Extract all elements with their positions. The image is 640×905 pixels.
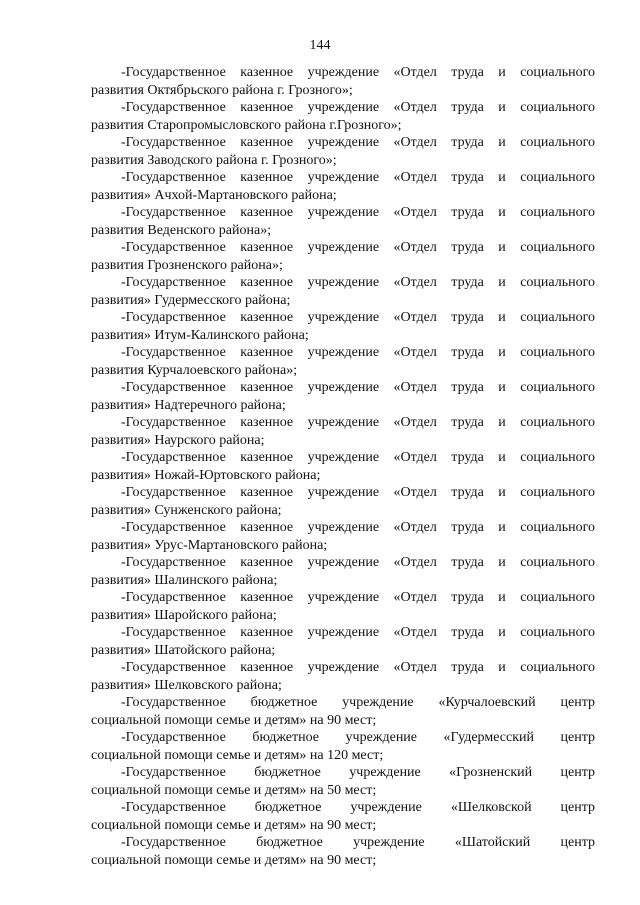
- list-item-line-2: социальной помощи семье и детям» на 90 мест;: [91, 817, 377, 833]
- page-number: 144: [309, 38, 331, 53]
- list-item-line-2: социальной помощи семье и детям» на 120 мест;: [91, 747, 384, 763]
- list-item-line-1: -Государственное бюджетное учреждение «Курчалоевский центр: [121, 695, 595, 710]
- list-item-line-1: -Государственное казенное учреждение «Отдел труда и социального: [121, 660, 595, 675]
- list-item: [91, 694, 595, 729]
- list-item: [91, 834, 595, 869]
- list-item: [91, 344, 595, 379]
- list-item-line-2: развития» Шаройского района;: [91, 607, 277, 623]
- list-item: [91, 309, 595, 344]
- list-item-line-1: -Государственное бюджетное учреждение «Гудермесский центр: [121, 730, 595, 745]
- list-item-line-2: развития» Гудермесского района;: [91, 292, 291, 308]
- list-item: [91, 624, 595, 659]
- list-item: [91, 659, 595, 694]
- list-item-line-2: развития Заводского района г. Грозного»;: [91, 152, 337, 168]
- list-item-line-2: развития» Шалинского района;: [91, 572, 278, 588]
- list-item: [91, 414, 595, 449]
- list-item-line-1: -Государственное казенное учреждение «Отдел труда и социального: [121, 275, 595, 290]
- list-item-line-2: развития» Ачхой-Мартановского района;: [91, 187, 337, 203]
- list-item: [91, 799, 595, 834]
- list-item-line-1: -Государственное казенное учреждение «Отдел труда и социального: [121, 555, 595, 570]
- list-item: [91, 449, 595, 484]
- list-item-line-1: -Государственное казенное учреждение «Отдел труда и социального: [121, 485, 595, 500]
- list-item: [91, 764, 595, 799]
- list-item: [91, 239, 595, 274]
- list-item-line-2: развития Старопромысловского района г.Грозного»;: [91, 117, 402, 133]
- list-item: [91, 169, 595, 204]
- list-item: [91, 519, 595, 554]
- list-item-line-1: -Государственное казенное учреждение «Отдел труда и социального: [121, 415, 595, 430]
- list-item: [91, 99, 595, 134]
- list-item-line-2: развития» Шелковского района;: [91, 677, 282, 693]
- list-item-line-1: -Государственное казенное учреждение «Отдел труда и социального: [121, 345, 595, 360]
- list-item-line-2: развития» Шатойского района;: [91, 642, 276, 658]
- document-body: [91, 64, 595, 869]
- list-item-line-1: -Государственное бюджетное учреждение «Шатойский центр: [121, 835, 595, 850]
- list-item-line-2: развития» Надтеречного района;: [91, 397, 286, 413]
- list-item-line-1: -Государственное казенное учреждение «Отдел труда и социального: [121, 65, 595, 80]
- list-item: [91, 589, 595, 624]
- list-item-line-1: -Государственное казенное учреждение «Отдел труда и социального: [121, 450, 595, 465]
- list-item-line-1: -Государственное казенное учреждение «Отдел труда и социального: [121, 380, 595, 395]
- list-item-line-1: -Государственное казенное учреждение «Отдел труда и социального: [121, 170, 595, 185]
- list-item-line-1: -Государственное казенное учреждение «Отдел труда и социального: [121, 135, 595, 150]
- list-item-line-2: социальной помощи семье и детям» на 90 мест;: [91, 712, 377, 728]
- list-item: [91, 274, 595, 309]
- list-item: [91, 729, 595, 764]
- list-item-line-1: -Государственное казенное учреждение «Отдел труда и социального: [121, 310, 595, 325]
- list-item: [91, 379, 595, 414]
- list-item-line-2: социальной помощи семье и детям» на 90 мест;: [91, 852, 377, 868]
- list-item-line-2: развития» Наурского района;: [91, 432, 265, 448]
- list-item-line-1: -Государственное казенное учреждение «Отдел труда и социального: [121, 240, 595, 255]
- list-item-line-1: -Государственное казенное учреждение «Отдел труда и социального: [121, 520, 595, 535]
- list-item-line-2: социальной помощи семье и детям» на 50 мест;: [91, 782, 377, 798]
- list-item-line-1: -Государственное казенное учреждение «Отдел труда и социального: [121, 100, 595, 115]
- list-item: [91, 484, 595, 519]
- list-item-line-2: развития» Итум-Калинского района;: [91, 327, 309, 343]
- list-item-line-1: -Государственное казенное учреждение «Отдел труда и социального: [121, 590, 595, 605]
- list-item-line-2: развития Грозненского района»;: [91, 257, 283, 273]
- list-item: [91, 64, 595, 99]
- list-item-line-2: развития Октябрьского района г. Грозного»;: [91, 82, 353, 98]
- list-item: [91, 554, 595, 589]
- list-item-line-2: развития» Сунженского района;: [91, 502, 282, 518]
- list-item-line-1: -Государственное бюджетное учреждение «Грозненский центр: [121, 765, 595, 780]
- list-item-line-2: развития Веденского района»;: [91, 222, 272, 238]
- list-item-line-2: развития» Ножай-Юртовского района;: [91, 467, 321, 483]
- list-item: [91, 134, 595, 169]
- list-item-line-1: -Государственное казенное учреждение «Отдел труда и социального: [121, 205, 595, 220]
- list-item-line-2: развития Курчалоевского района»;: [91, 362, 298, 378]
- list-item-line-1: -Государственное бюджетное учреждение «Шелковской центр: [121, 800, 595, 815]
- list-item-line-2: развития» Урус-Мартановского района;: [91, 537, 328, 553]
- list-item-line-1: -Государственное казенное учреждение «Отдел труда и социального: [121, 625, 595, 640]
- list-item: [91, 204, 595, 239]
